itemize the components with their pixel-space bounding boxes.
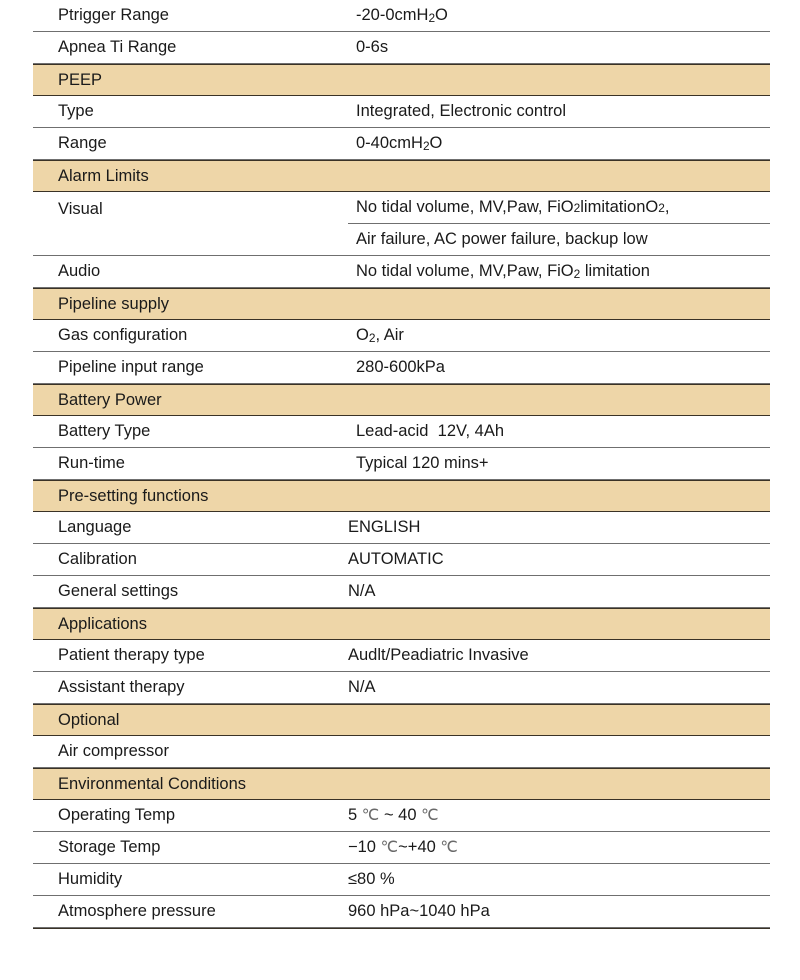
spec-value: Audlt/Peadiatric Invasive [348, 646, 529, 665]
spec-value: N/A [348, 582, 376, 601]
section-header-label: Applications [58, 614, 147, 633]
table-row [33, 192, 770, 256]
table-row [33, 736, 770, 768]
section-header-row [33, 64, 770, 96]
section-header-row [33, 160, 770, 192]
spec-label: Battery Type [58, 422, 151, 441]
table-row [33, 512, 770, 544]
table-row [33, 576, 770, 608]
table-row [33, 448, 770, 480]
spec-value: Lead-acid 12V, 4Ah [356, 422, 505, 441]
spec-label: Visual [58, 200, 103, 218]
section-header-label: Environmental Conditions [58, 774, 247, 793]
spec-label: Air compressor [58, 742, 169, 761]
spec-label: Assistant therapy [58, 678, 185, 697]
spec-label: Gas configuration [58, 326, 188, 345]
table-row [33, 320, 770, 352]
table-row [33, 896, 770, 928]
section-header-row [33, 288, 770, 320]
spec-value: No tidal volume, MV,Paw, FiO$_2$ limitation [356, 262, 650, 282]
spec-value: Integrated, Electronic control [356, 102, 567, 121]
section-header-label: Pre-setting functions [58, 486, 209, 505]
spec-value: 960 hPa~1040 hPa [348, 902, 490, 921]
spec-label: Range [58, 134, 107, 153]
spec-value: N/A [348, 678, 376, 697]
spec-label: Calibration [58, 550, 137, 569]
spec-label: Patient therapy type [58, 646, 205, 665]
spec-label: Audio [58, 262, 101, 281]
section-header-label: Pipeline supply [58, 294, 169, 313]
section-header-label: Battery Power [58, 390, 162, 409]
table-row [33, 544, 770, 576]
table-row [33, 672, 770, 704]
table-row [33, 0, 770, 32]
section-header-label: PEEP [58, 70, 103, 89]
section-header-row [33, 768, 770, 800]
spec-label: Apnea Ti Range [58, 38, 177, 57]
section-header-row [33, 704, 770, 736]
table-row [33, 832, 770, 864]
table-row [33, 128, 770, 160]
table-row [33, 96, 770, 128]
spec-value-line-1: No tidal volume, MV,Paw, FiO 2 limitationO 2 , [356, 198, 670, 217]
spec-label: Humidity [58, 870, 123, 889]
spec-label: Ptrigger Range [58, 6, 169, 25]
table-row [33, 800, 770, 832]
spec-label: General settings [58, 582, 179, 601]
table-row [33, 32, 770, 64]
spec-value: ≤80 % [348, 870, 395, 889]
section-header-label: Optional [58, 710, 120, 729]
spec-value: -20-0cmH$_2$O [356, 6, 448, 26]
table-row [33, 416, 770, 448]
spec-value: Typical 120 mins+ [356, 454, 489, 473]
spec-label: Operating Temp [58, 806, 176, 825]
spec-value: $O_2$, Air [356, 326, 404, 346]
spec-label: Storage Temp [58, 838, 161, 857]
spec-label: Pipeline input range [58, 358, 204, 377]
spec-label: Type [58, 102, 94, 121]
spec-value-multiline [348, 192, 770, 255]
section-header-row [33, 608, 770, 640]
spec-label: Run-time [58, 454, 125, 473]
spec-label: Language [58, 518, 132, 537]
spec-value: ENGLISH [348, 518, 421, 537]
section-header-row [33, 384, 770, 416]
table-row [33, 256, 770, 288]
spec-value: 0-40cmH$_2$O [356, 134, 443, 154]
table-bottom-rule [33, 928, 770, 929]
spec-value: 280-600kPa [356, 358, 445, 377]
spec-label: Atmosphere pressure [58, 902, 216, 921]
spec-value: AUTOMATIC [348, 550, 444, 569]
table-row [33, 640, 770, 672]
table-row [33, 864, 770, 896]
spec-value: 5 ℃ ~ 40 ℃ [348, 806, 439, 825]
spec-value: 0-6s [356, 38, 389, 57]
section-header-label: Alarm Limits [58, 166, 149, 185]
spec-value-line-2: Air failure, AC power failure, backup low [348, 223, 770, 255]
specification-table [33, 0, 770, 928]
table-row [33, 352, 770, 384]
spec-value: −10 ℃~+40 ℃ [348, 838, 458, 857]
section-header-row [33, 480, 770, 512]
